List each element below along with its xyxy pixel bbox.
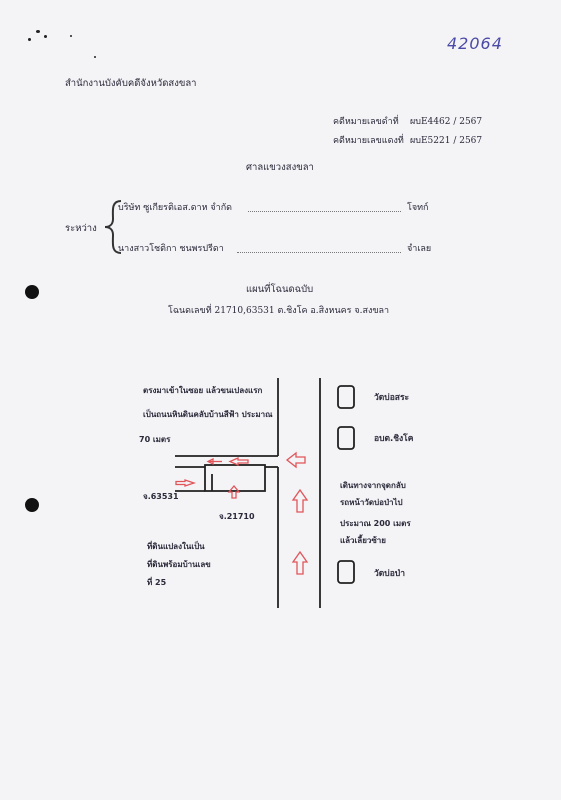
between-label: ระหว่าง xyxy=(65,223,97,234)
parcel-note-line2: ที่ดินพร้อมบ้านเลข xyxy=(147,560,211,569)
black-case-label: คดีหมายเลขดำที่ xyxy=(333,117,399,127)
map-title: แผนที่โฉนดฉบับ xyxy=(246,284,314,295)
landmark-box-office xyxy=(338,427,354,449)
directions-right-line3: ประมาณ 200 เมตร xyxy=(340,519,411,528)
defendant-role: จำเลย xyxy=(407,244,432,254)
directions-top-line1: ตรงมาเข้าในซอย แล้วขนเปลงแรก xyxy=(143,386,263,395)
parcel-note-line3: ที่ 25 xyxy=(147,578,167,587)
court-name: ศาลแขวงสงขลา xyxy=(246,162,314,173)
red-case-number: ผบE5221 / 2567 xyxy=(410,136,483,146)
directions-right-line1: เดินทางจากจุดกลับ xyxy=(340,481,406,490)
handwritten-file-number: 42064 xyxy=(447,34,503,53)
landmark-office-label: อบต.ชิงโค xyxy=(374,434,414,444)
up-arrow-2 xyxy=(293,552,307,574)
deed-line: โฉนดเลขที่ 21710,63531 ต.ชิงโค อ.สิงหนคร จ.สงขลา xyxy=(168,306,390,316)
landmark-box-temple2 xyxy=(338,561,354,583)
landmark-temple2-label: วัดบ่อป่า xyxy=(374,569,405,579)
red-case-label: คดีหมายเลขแดงที่ xyxy=(333,136,404,146)
directions-right-line4: แล้วเลี้ยวซ้าย xyxy=(340,536,386,545)
plaintiff-name: บริษัท ซูเกียรติเอส.ดาห จำกัด xyxy=(118,203,233,213)
plaintiff-role: โจทก์ xyxy=(407,203,429,213)
up-arrow-parcel-b xyxy=(229,486,239,498)
parcel-b-label: จ.21710 xyxy=(219,512,255,521)
parcel-a-label: จ.63531 xyxy=(143,492,179,501)
office-name: สำนักงานบังคับคดีจังหวัดสงขลา xyxy=(65,78,197,89)
black-case-number: ผบE4462 / 2567 xyxy=(410,117,483,127)
directions-right-line2: รถหน้าวัดบ่อป่าไป xyxy=(340,498,403,507)
directions-top-line3: 70 เมตร xyxy=(139,435,171,444)
left-arrow xyxy=(230,458,248,465)
directions-top-line2: เป็นถนนหินดินคลับบ้านสีฟ้า ประมาณ xyxy=(143,410,273,419)
parcel-note-line1: ที่ดินแปลงในเป็น xyxy=(147,542,205,551)
up-arrow-1 xyxy=(293,490,307,512)
right-arrow-parcel-a xyxy=(176,480,194,486)
defendant-name: นางสาวโชติกา ชนพรปรีดา xyxy=(118,244,224,254)
large-left-arrow xyxy=(287,453,305,467)
landmark-box-temple xyxy=(338,386,354,408)
landmark-temple-label: วัดบ่อสระ xyxy=(374,393,410,403)
